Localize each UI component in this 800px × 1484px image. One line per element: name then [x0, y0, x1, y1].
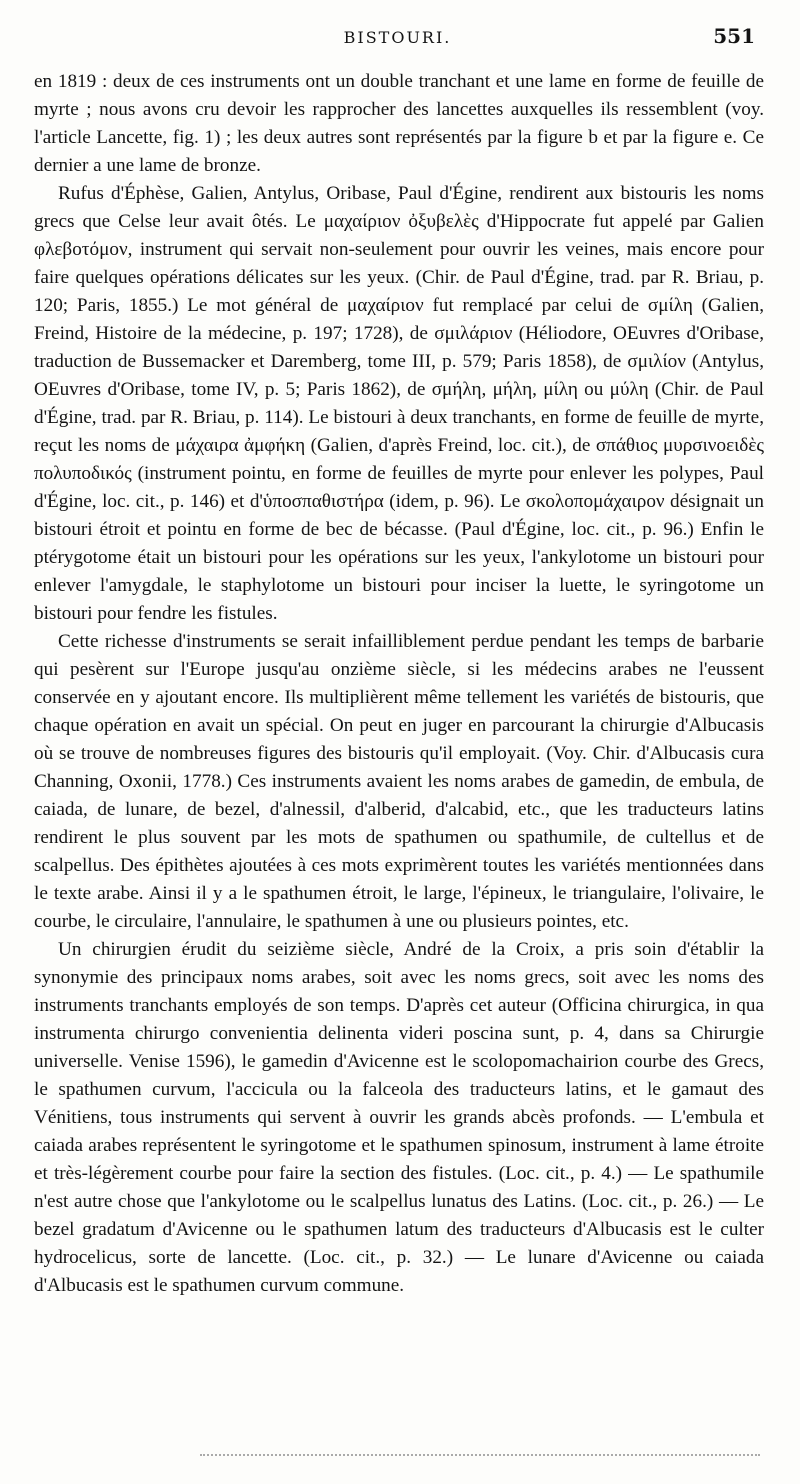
footer-rule [200, 1454, 760, 1456]
paragraph-1: en 1819 : deux de ces instruments ont un double tranchant et une lame en forme de feuille de myrte ; nous avons cru devoir les rapprocher des lancettes auxquelles ils ressemblent (voy. l'article Lancette, fig. 1) ; les deux autres sont représentés par la figure b et par la figure e. Ce dernier a une lame de bronze. [34, 71, 764, 176]
paragraph-2: Rufus d'Éphèse, Galien, Antylus, Oribase, Paul d'Égine, rendirent aux bistouris les noms grecs que Celse leur avait ôtés. Le μαχαίριον ὀξυβελὲς d'Hippocrate fut appelé par Galien φλεβοτόμον, instrument qui servait non-seulement pour ouvrir les veines, mais encore pour faire quelques opérations délicates sur les yeux. (Chir. de Paul d'Égine, trad. par R. Briau, p. 120; Paris, 1855.) Le mot général de μαχαίριον fut remplacé par celui de σμίλη (Galien, Freind, Histoire de la médecine, p. 197; 1728), de σμιλάριον (Héliodore, OEuvres d'Oribase, traduction de Bussemacker et Daremberg, tome III, p. 579; Paris 1858), de σμιλίον (Antylus, OEuvres d'Oribase, tome IV, p. 5; Paris 1862), de σμήλη, μήλη, μίλη ou μύλη (Chir. de Paul d'Égine, trad. par R. Briau, p. 114). Le bistouri à deux tranchants, en forme de feuille de myrte, reçut les noms de μάχαιρα ἀμφήκη (Galien, d'après Freind, loc. cit.), de σπάθιος μυρσινοειδὲς πολυποδικός (instrument pointu, en forme de feuilles de myrte pour enlever les polypes, Paul d'Égine, loc. cit., p. 146) et d'ὑποσπαθιστήρα (idem, p. 96). Le σκολοπομάχαιρον désignait un bistouri étroit et pointu en forme de bec de bécasse. (Paul d'Égine, loc. cit., p. 96.) Enfin le ptérygotome était un bistouri pour les opérations sur les yeux, l'ankylotome un bistouri pour enlever l'amygdale, le staphylotome un bistouri pour inciser la luette, le syringotome un bistouri pour fendre les fistules. [34, 183, 764, 624]
article-body [34, 68, 764, 1300]
paragraph-3: Cette richesse d'instruments se serait infailliblement perdue pendant les temps de barbarie qui pesèrent sur l'Europe jusqu'au onzième siècle, si les médecins arabes ne l'eussent conservée en y ajoutant encore. Ils multiplièrent même tellement les variétés de bistouris, que chaque opération en avait un spécial. On peut en juger en parcourant la chirurgie d'Albucasis où se trouve de nombreuses figures des bistouris qu'il employait. (Voy. Chir. d'Albucasis cura Channing, Oxonii, 1778.) Ces instruments avaient les noms arabes de gamedin, de embula, de caiada, de lunare, de bezel, d'alnessil, d'alberid, d'alcabid, etc., que les traducteurs latins rendirent le plus souvent par les mots de spathumen ou spathumile, de cultellus et de scalpellus. Des épithètes ajoutées à ces mots exprimèrent toutes les variétés mentionnées dans le texte arabe. Ainsi il y a le spathumen étroit, le large, l'épineux, le triangulaire, l'olivaire, le courbe, le circulaire, l'annulaire, le spathumen à une ou plusieurs pointes, etc. [34, 631, 764, 932]
paragraph-4: Un chirurgien érudit du seizième siècle, André de la Croix, a pris soin d'établir la synonymie des principaux noms arabes, soit avec les noms grecs, soit avec les noms des instruments tranchants employés de son temps. D'après cet auteur (Officina chirurgica, in qua instrumenta chirurgo convenientia delinenta videri poscina sunt, p. 4, dans sa Chirurgie universelle. Venise 1596), le gamedin d'Avicenne est le scolopomachairion courbe des Grecs, le spathumen curvum, l'accicula ou la falceola des traducteurs latins, et le gamaut des Vénitiens, tous instruments qui servent à ouvrir les grands abcès profonds. — L'embula et caiada arabes représentent le syringotome et le spathumen spinosum, instrument à lame étroite et très-légèrement courbe pour faire la section des fistules. (Loc. cit., p. 4.) — Le spathumile n'est autre chose que l'ankylotome ou le scalpellus lunatus des Latins. (Loc. cit., p. 26.) — Le bezel gradatum d'Avicenne ou le spathumen latum des traducteurs d'Albucasis est le culter hydrocelicus, sorte de lancette. (Loc. cit., p. 32.) — Le lunare d'Avicenne ou caiada d'Albucasis est le spathumen curvum commune. [34, 939, 764, 1296]
page-number: 551 [713, 24, 755, 48]
running-title: BISTOURI. [343, 28, 452, 47]
running-header [40, 24, 755, 58]
